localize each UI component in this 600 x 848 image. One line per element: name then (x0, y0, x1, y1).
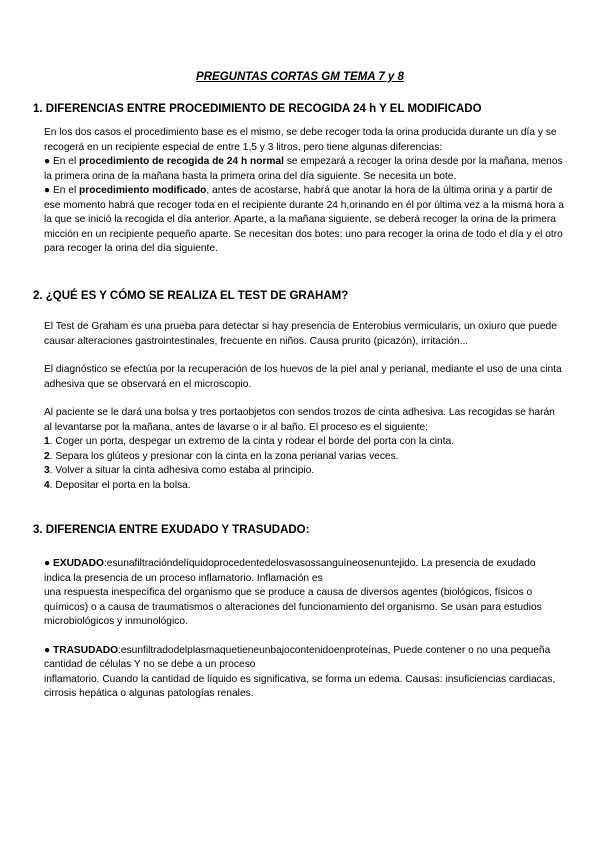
section-1-body (44, 126, 564, 257)
step-text: . Coger un porta, despegar un extremo de la cinta y rodear el borde del porta con la cinta. (49, 436, 455, 447)
step-text: . Volver a situar la cinta adhesiva como estaba al principio. (49, 465, 315, 476)
step-number: 4 (44, 479, 50, 491)
section-2-paragraph-2: El diagnóstico se efectúa por la recuperación de los huevos de la piel anal y perianal, mediante el uso de una cinta adhesiva que se observará en el microscopio. (44, 364, 562, 390)
bullet-marker: ● (44, 558, 53, 569)
bullet-marker: ● En el (44, 156, 80, 167)
trasudado-paragraph-continued: inflamatorio. Cuando la cantidad de líquido es significativa, se forma un edema. Causas: insuficiencias cardiacas, cirrosis hepática o algunas patologías renales. (44, 673, 556, 699)
bullet-text: , antes de acostarse, habrá que anotar la hora de la última orina y a partir de ese momento habrá que recoger toda en el recipiente durante 24 h,orinando en él por última vez a la misma hora a la que se inició la recogida el día anterior. Aparte, a la mañana siguiente, se deberá recoger la orina de la primera micción en un recipiente pequeño aparte. Se necesitan dos botes: uno para recoger la orina de todo el día y el otro para recoger la orina del día siguiente. (44, 185, 564, 254)
exudado-text: :esunafiltracióndelíquidoprocedentedelosvasossanguíneosenuntejido. La presencia de exudado indica la presencia de un proceso inflamatorio. Inflamación es (44, 558, 536, 584)
step-number: 1 (44, 436, 50, 447)
trasudado-text: :esunfiltradodelplasmaquetieneunbajocontenidoenproteínas, Puede contener o no una pequeña cantidad de células Y no se debe a un proceso (44, 644, 551, 670)
bullet-term: procedimiento de recogida de 24 h normal (79, 156, 284, 167)
bullet-term: procedimiento modificado (79, 185, 207, 196)
section-2-paragraph-3: Al paciente se le dará una bolsa y tres portaobjetos con sendos trozos de cinta adhesiva. Las recogidas se harán al levantarse por la mañana, antes de lavarse o ir al baño. El proceso es el siguiente: (44, 407, 555, 433)
exudado-paragraph (44, 557, 564, 586)
exudado-paragraph-continued: una respuesta inespecífica del organismo que se produce a causa de diversos agentes (biológicos, físicos o químicos) o a causa de traumatismos o alteraciones del funcionamiento del organismo. Se usan para estudios microbiológicos y inmunológico. (44, 587, 542, 627)
bullet-text: se empezará a recoger la orina desde por la mañana, menos la primera orina de la mañana hasta la primera orina del día siguiente. Se necesita un bote. (44, 156, 563, 182)
section-3-body (44, 557, 564, 702)
section-2-paragraph-1: El Test de Graham es una prueba para detectar si hay presencia de Enterobius vermicularis, un oxiuro que puede causar alteraciones gastrointestinales, frecuente en niños. Causa prurito (picazón), irritación... (44, 321, 557, 347)
step-item (44, 479, 564, 494)
section-2-body (44, 320, 564, 493)
trasudado-term: TRASUDADO (52, 644, 119, 656)
step-text: . Depositar el porta en la bolsa. (49, 479, 191, 491)
step-item (44, 450, 564, 465)
document-title: PREGUNTAS CORTAS GM TEMA 7 y 8 (196, 71, 404, 83)
bullet-marker: ● (44, 644, 53, 656)
step-item (44, 464, 564, 479)
section-2-heading: 2. ¿QUÉ ES Y CÓMO SE REALIZA EL TEST DE GRAHAM? (33, 290, 349, 302)
section-1-bullet-modified (44, 184, 564, 257)
step-text: . Separa los glúteos y presionar con la cinta en la zona perianal varias veces. (49, 450, 399, 462)
step-item (44, 435, 564, 450)
step-number: 3 (44, 465, 50, 476)
section-1-intro: En los dos casos el procedimiento base es el mismo, se debe recoger toda la orina producida durante un día y se recogerá en un recipiente especial de entre 1,5 y 3 litros, pero tiene algunas diferencias: (44, 127, 557, 153)
bullet-marker: ● En el (44, 185, 80, 196)
trasudado-paragraph (44, 644, 564, 673)
section-1-heading: 1. DIFERENCIAS ENTRE PROCEDIMIENTO DE RECOGIDA 24 h Y EL MODIFICADO (33, 103, 482, 115)
section-3-heading: 3. DIFERENCIA ENTRE EXUDADO Y TRASUDADO: (33, 524, 310, 536)
section-1-bullet-normal (44, 155, 564, 184)
exudado-term: EXUDADO (52, 558, 104, 569)
step-number: 2 (44, 450, 50, 462)
